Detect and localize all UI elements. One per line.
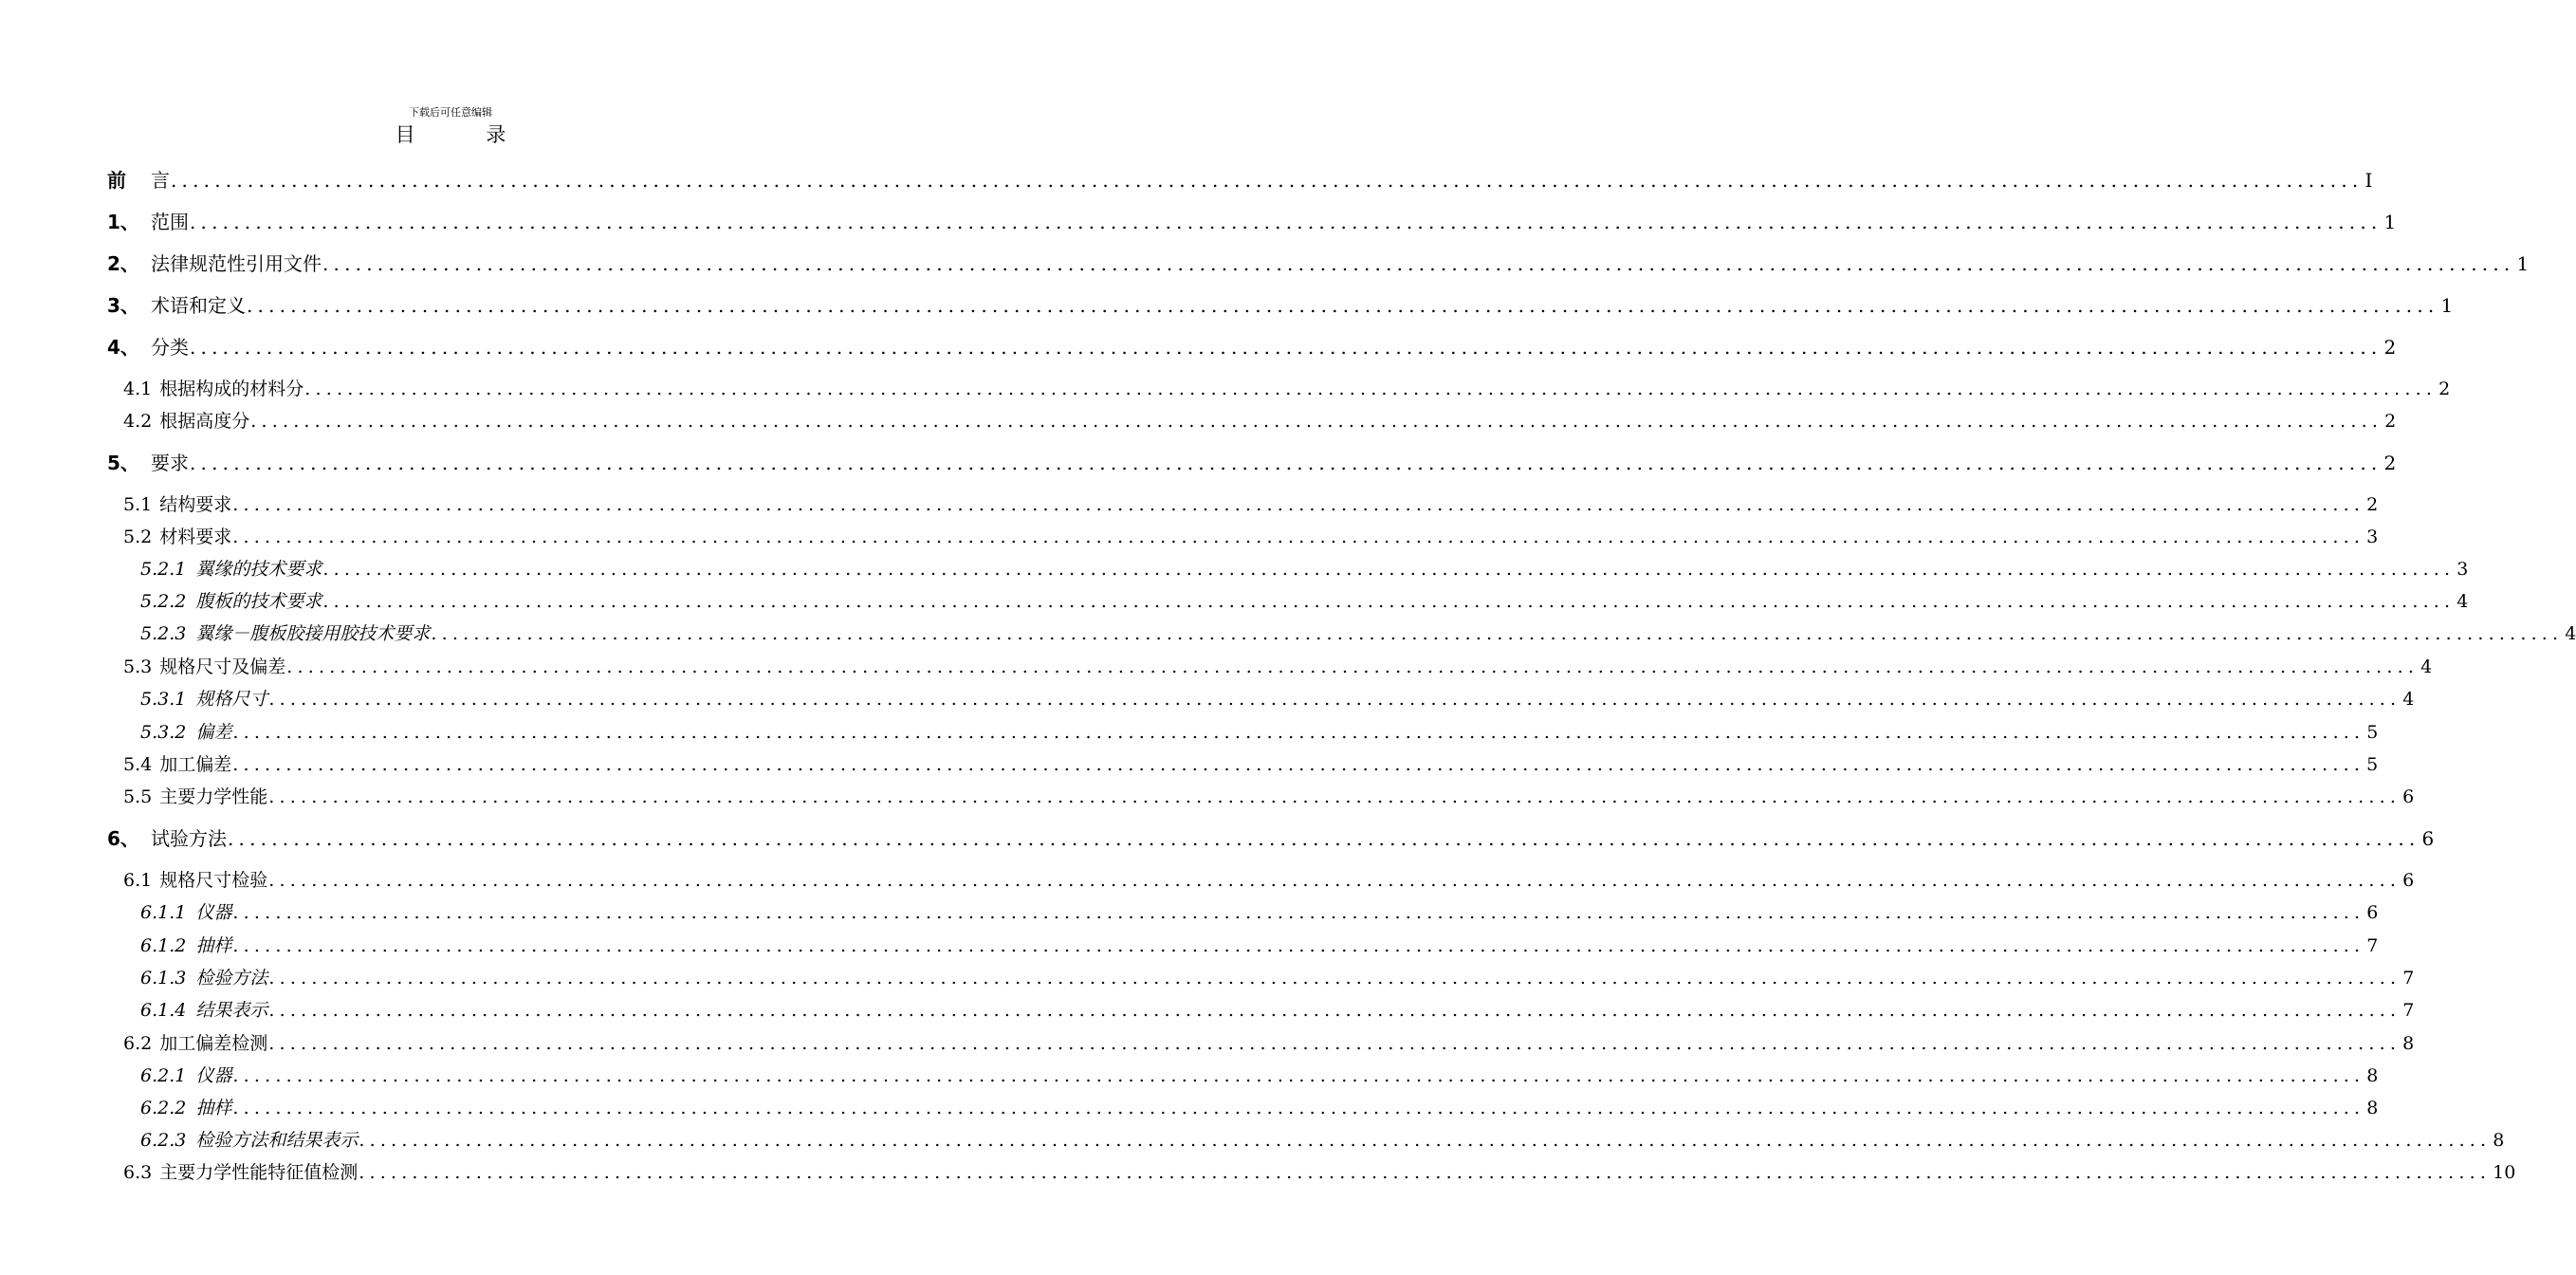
toc-entry[interactable] (0, 203, 2397, 233)
toc-entry-label (123, 1161, 358, 1184)
toc-entry-text: 结构要求 (159, 494, 232, 515)
toc-entry[interactable] (0, 894, 2379, 924)
dot-leader: ........................................................................................................................................................................................................ (232, 527, 2365, 547)
toc-entry-page: 3 (2366, 527, 2379, 547)
dot-leader: ........................................................................................................................................................................................................ (190, 452, 2383, 474)
toc-entry-page: 3 (2456, 559, 2469, 580)
dot-leader: ........................................................................................................................................................................................................ (268, 689, 2401, 710)
toc-entry-label (107, 336, 189, 359)
toc-entry-label (107, 452, 189, 474)
toc-entry-page: 1 (2440, 294, 2454, 317)
toc-entry-page: 8 (2366, 1065, 2379, 1086)
dot-leader: ........................................................................................................................................................................................................ (228, 827, 2420, 850)
dot-leader: ........................................................................................................................................................................................................ (232, 754, 2365, 775)
dot-leader: ........................................................................................................................................................................................................ (322, 591, 2456, 612)
toc-entry-page: 6 (2402, 870, 2415, 891)
toc-entry-label (123, 869, 267, 892)
toc-entry-text: 规格尺寸检验 (159, 870, 268, 891)
toc-entry-number: 5.2.2 (140, 591, 187, 612)
toc-entry-number: 5.2 (123, 527, 153, 547)
toc-entry-text: 检验方法和结果表示 (195, 1130, 359, 1151)
toc-entry-page: 7 (2402, 1000, 2415, 1021)
dot-leader: ........................................................................................................................................................................................................ (359, 1162, 2492, 1183)
toc-entry-page: 5 (2366, 754, 2379, 775)
dot-leader: ........................................................................................................................................................................................................ (190, 336, 2383, 359)
toc-entry-text: 翼缘－腹板胶接用胶技术要求 (195, 623, 431, 644)
toc-entry-page: 7 (2366, 935, 2379, 956)
toc-entry[interactable] (0, 713, 2379, 744)
dot-leader: ........................................................................................................................................................................................................ (232, 1065, 2365, 1086)
toc-entry-number: 5.3 (123, 656, 153, 677)
toc-entry[interactable] (0, 1089, 2379, 1119)
toc-entry-page: 7 (2402, 968, 2415, 989)
toc-entry-page: 1 (2516, 252, 2530, 275)
toc-entry-number: 5、 (107, 452, 139, 474)
toc-entry-page: 2 (2384, 411, 2397, 432)
toc-entry-text: 主要力学性能 (159, 786, 268, 807)
toc-entry-number: 6.2 (123, 1033, 153, 1054)
dot-leader: ........................................................................................................................................................................................................ (232, 902, 2365, 923)
toc-entry[interactable] (0, 402, 2397, 433)
toc-entry-text: 言 (151, 169, 170, 192)
dot-leader: ........................................................................................................................................................................................................ (250, 411, 2383, 432)
toc-entry[interactable] (0, 1121, 2505, 1152)
toc-entry[interactable] (0, 615, 2576, 645)
toc-entry[interactable] (0, 959, 2415, 989)
toc-entry-number: 6.2.3 (140, 1130, 187, 1151)
toc-entry-page: 4 (2402, 689, 2415, 710)
toc-entry-label (123, 753, 231, 776)
dot-leader: ........................................................................................................................................................................................................ (286, 656, 2420, 677)
toc-entry[interactable] (0, 680, 2415, 711)
toc-entry-page: 1 (2383, 211, 2397, 233)
toc-entry-label (107, 252, 322, 275)
toc-entry[interactable] (0, 648, 2433, 678)
toc-entry-label (123, 378, 304, 400)
toc-entry[interactable] (0, 991, 2415, 1022)
toc-entry[interactable] (0, 518, 2379, 548)
toc-entry-number: 6.1.3 (140, 968, 187, 989)
toc-entry-label (123, 656, 285, 678)
toc-entry[interactable] (0, 582, 2469, 613)
toc-entry-label (140, 1129, 358, 1152)
toc-entry-text: 根据构成的材料分 (159, 379, 304, 399)
toc-entry-page: 5 (2366, 722, 2379, 743)
toc-entry-page: 2 (2438, 379, 2451, 399)
toc-entry-text: 试验方法 (151, 827, 227, 850)
toc-entry-label (107, 211, 189, 233)
toc-entry-number: 5.4 (123, 754, 153, 775)
toc-entry-label (140, 999, 267, 1022)
toc-entry[interactable] (0, 1025, 2415, 1055)
dot-leader: ........................................................................................................................................................................................................ (232, 1098, 2365, 1118)
toc-entry-text: 偏差 (195, 722, 232, 743)
dot-leader: ........................................................................................................................................................................................................ (268, 870, 2401, 891)
toc-entry-number: 6.2.1 (140, 1065, 187, 1086)
toc-entry[interactable] (0, 444, 2397, 474)
toc-entry-text: 仪器 (195, 902, 232, 923)
toc-entry-number: 6.1 (123, 870, 153, 891)
toc-entry-number: 6.2.2 (140, 1098, 187, 1118)
toc-entry[interactable] (0, 778, 2415, 808)
toc-entry-text: 抽样 (195, 935, 232, 956)
dot-leader: ........................................................................................................................................................................................................ (232, 935, 2365, 956)
toc-entry-text: 翼缘的技术要求 (195, 559, 322, 580)
toc-entry-page: 8 (2493, 1130, 2505, 1151)
dot-leader: ........................................................................................................................................................................................................ (171, 169, 2364, 192)
toc-entry-label (140, 967, 267, 989)
toc-entry-text: 抽样 (195, 1098, 232, 1118)
toc-entry[interactable] (0, 820, 2435, 850)
dot-leader: ........................................................................................................................................................................................................ (247, 294, 2439, 317)
toc-entry-page: 4 (2565, 623, 2576, 644)
toc-entry-number: 5.2.1 (140, 559, 187, 580)
toc-entry-text: 规格尺寸及偏差 (159, 656, 286, 677)
toc-entry-label (140, 558, 322, 581)
toc-entry-label (140, 901, 231, 924)
toc-entry-number: 5.3.1 (140, 689, 187, 710)
toc-entry-number: 4、 (107, 336, 139, 359)
toc-entry-label (140, 721, 231, 744)
toc-entry-page: I (2364, 169, 2373, 192)
toc-entry-text: 结果表示 (195, 1000, 268, 1021)
toc-entry-number: 5.2.3 (140, 623, 187, 644)
toc-entry-number: 6.1.2 (140, 935, 187, 956)
toc-entry-page: 6 (2421, 827, 2435, 850)
toc-entry[interactable] (0, 245, 2530, 275)
toc-entry[interactable] (0, 861, 2415, 892)
toc-entry-number: 6.3 (123, 1162, 153, 1183)
dot-leader: ........................................................................................................................................................................................................ (431, 623, 2564, 644)
toc-entry-page: 2 (2383, 336, 2397, 359)
toc-entry-label (123, 493, 231, 516)
toc-entry-label (140, 1097, 231, 1119)
toc-entry[interactable] (0, 746, 2379, 776)
toc-entry-label (107, 169, 170, 192)
toc-entry-page: 2 (2366, 494, 2379, 515)
toc-entry-text: 仪器 (195, 1065, 232, 1086)
toc-entry-number: 6.1.4 (140, 1000, 187, 1021)
toc-entry-label (123, 526, 231, 548)
toc-entry-text: 根据高度分 (159, 411, 250, 432)
toc-entry-text: 法律规范性引用文件 (151, 252, 322, 275)
toc-entry-text: 检验方法 (195, 968, 268, 989)
dot-leader: ........................................................................................................................................................................................................ (322, 252, 2515, 275)
toc-title: 目 录 (395, 123, 539, 146)
toc-entry-page: 2 (2383, 452, 2397, 474)
toc-entry-number: 4.2 (123, 411, 153, 432)
dot-leader: ........................................................................................................................................................................................................ (190, 211, 2383, 233)
toc-entry-number: 1、 (107, 211, 139, 233)
toc-entry-page: 10 (2493, 1162, 2516, 1183)
toc-entry[interactable] (0, 1154, 2516, 1184)
dot-leader: ........................................................................................................................................................................................................ (268, 968, 2401, 989)
toc-entry-number: 6、 (107, 827, 139, 850)
toc-entry-label (123, 410, 249, 433)
dot-leader: ........................................................................................................................................................................................................ (232, 722, 2365, 743)
dot-leader: ........................................................................................................................................................................................................ (232, 494, 2365, 515)
toc-entry-number: 前 (107, 169, 126, 192)
toc-entry-text: 材料要求 (159, 527, 232, 547)
toc-entry-number: 4.1 (123, 379, 153, 399)
header-note: 下载后可任意编辑 (409, 106, 492, 119)
dot-leader: ........................................................................................................................................................................................................ (268, 1000, 2401, 1021)
toc-entry[interactable] (0, 927, 2379, 957)
toc-entry-page: 6 (2366, 902, 2379, 923)
toc-entry-label (140, 590, 322, 613)
toc-entry[interactable] (0, 1057, 2379, 1087)
toc-entry-text: 术语和定义 (151, 294, 246, 317)
toc-entry-text: 主要力学性能特征值检测 (159, 1162, 359, 1183)
toc-entry-label (123, 785, 267, 808)
dot-leader: ........................................................................................................................................................................................................ (268, 1033, 2401, 1054)
toc-entry-text: 腹板的技术要求 (195, 591, 322, 612)
dot-leader: ........................................................................................................................................................................................................ (359, 1130, 2492, 1151)
dot-leader: ........................................................................................................................................................................................................ (304, 379, 2438, 399)
toc-entry-label (140, 622, 430, 645)
toc-entry[interactable] (0, 486, 2379, 516)
toc-entry[interactable] (0, 286, 2454, 317)
toc-entry-number: 5.1 (123, 494, 153, 515)
toc-entry-label (140, 1064, 231, 1087)
toc-entry-text: 加工偏差 (159, 754, 232, 775)
toc-entry-page: 6 (2402, 786, 2415, 807)
toc-entry-text: 加工偏差检测 (159, 1033, 268, 1054)
dot-leader: ........................................................................................................................................................................................................ (268, 786, 2401, 807)
toc-entry-number: 5.5 (123, 786, 153, 807)
toc-entry[interactable] (0, 161, 2373, 192)
toc-entry[interactable] (0, 370, 2451, 400)
toc-entry-label (140, 934, 231, 957)
toc-entry-number: 6.1.1 (140, 902, 187, 923)
toc-entry-text: 要求 (151, 452, 189, 474)
toc-entry-label (107, 827, 227, 850)
toc-entry-number: 3、 (107, 294, 139, 317)
toc-entry-text: 分类 (151, 336, 189, 359)
toc-entry-text: 规格尺寸 (195, 689, 268, 710)
toc-entry-page: 4 (2420, 656, 2433, 677)
toc-entry-page: 8 (2366, 1098, 2379, 1118)
toc-entry-label (140, 688, 267, 711)
toc-entry[interactable] (0, 550, 2469, 581)
toc-entry-page: 4 (2456, 591, 2469, 612)
toc-entry-number: 2、 (107, 252, 139, 275)
toc-entry-page: 8 (2402, 1033, 2415, 1054)
dot-leader: ........................................................................................................................................................................................................ (322, 559, 2456, 580)
toc-entry-label (123, 1032, 267, 1055)
toc-entry[interactable] (0, 328, 2397, 359)
toc-entry-number: 5.3.2 (140, 722, 187, 743)
toc-entry-text: 范围 (151, 211, 189, 233)
toc-entry-label (107, 294, 246, 317)
